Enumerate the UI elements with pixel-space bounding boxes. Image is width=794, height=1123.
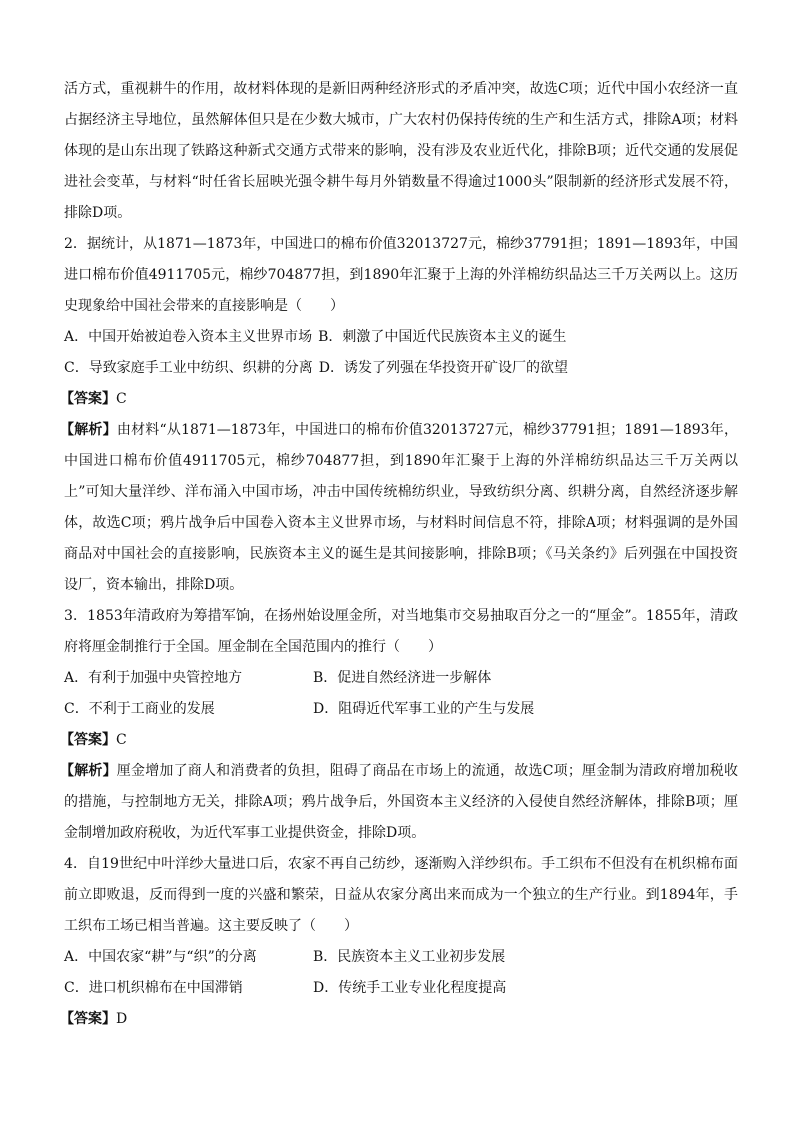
analysis-label: 【解析】 bbox=[60, 763, 117, 779]
analysis-text: 厘金增加了商人和消费者的负担，阻碍了商品在市场上的流通，故选C项；厘金制为清政府增加税收的措施，与控制地方无关，排除A项；鸦片战争后，外国资本主义经济的入侵使自然经济解体，排除B项；厘金制增加政府税收，为近代军事工业提供资金，排除D项。 bbox=[64, 763, 738, 841]
options-row bbox=[64, 353, 738, 384]
option-b: B．民族资本主义工业初步发展 bbox=[313, 949, 506, 965]
answer-label: 【答案】 bbox=[60, 391, 116, 407]
option-d: D．传统手工业专业化程度提高 bbox=[313, 980, 507, 996]
analysis-label: 【解析】 bbox=[60, 422, 117, 438]
options-row bbox=[64, 973, 738, 1004]
answer-line bbox=[60, 384, 738, 415]
answer-line bbox=[60, 725, 738, 756]
answer-value: C bbox=[116, 732, 127, 748]
option-d: D．诱发了列强在华投资开矿设厂的欲望 bbox=[318, 360, 568, 376]
option-d: D．阻碍近代军事工业的产生与发展 bbox=[313, 701, 535, 717]
intro-analysis-text: 活方式，重视耕牛的作用，故材料体现的是新旧两种经济形式的矛盾冲突，故选C项；近代中国小农经济一直占据经济主导地位，虽然解体但只是在少数大城市，广大农村仍保持传统的生产和生活方式，排除A项；材料体现的是山东出现了铁路这种新式交通方式带来的影响，没有涉及农业近代化，排除B项；近代交通的发展促进社会变革，与材料“时任省长屈映光强令耕牛每月外销数量不得逾过1000头”限制新的经济形式发展不符，排除D项。 bbox=[64, 81, 738, 221]
answer-value: D bbox=[116, 1011, 128, 1027]
option-a: A．有利于加强中央管控地方 bbox=[64, 670, 243, 686]
options-row bbox=[64, 322, 738, 353]
option-a: A．中国农家“耕”与“织”的分离 bbox=[64, 949, 257, 965]
analysis-text: 由材料“从1871—1873年，中国进口的棉布价值32013727元，棉纱37791担；1891—1893年，中国进口棉布价值4911705元，棉纱704877担，到1890年汇聚于上海的外洋棉纺织品达三千万关两以上”可知大量洋纱、洋布涌入中国市场，冲击中国传统棉纺织业，导致纺织分离、织耕分离，自然经济逐步解体，故选C项；鸦片战争后中国卷入资本主义世界市场，与材料时间信息不符，排除A项；材料强调的是外国商品对中国社会的直接影响，民族资本主义的诞生是其间接影响，排除B项；《马关条约》后列强在中国投资设厂，资本输出，排除D项。 bbox=[64, 422, 739, 593]
answer-label: 【答案】 bbox=[60, 732, 116, 748]
options-row bbox=[64, 694, 738, 725]
question-stem: 3．1853年清政府为筹措军饷，在扬州始设厘金所，对当地集市交易抽取百分之一的“厘金”。1855年，清政府将厘金制推行于全国。厘金制在全国范围内的推行（ ） bbox=[64, 608, 738, 655]
answer-label: 【答案】 bbox=[60, 1011, 116, 1027]
analysis-paragraph bbox=[60, 415, 739, 601]
option-a: A．中国开始被迫卷入资本主义世界市场 bbox=[64, 329, 313, 345]
answer-line bbox=[60, 1004, 738, 1035]
option-c: C．不利于工商业的发展 bbox=[64, 701, 215, 717]
question-3 bbox=[60, 601, 738, 849]
question-4 bbox=[60, 849, 738, 1035]
option-b: B．刺激了中国近代民族资本主义的诞生 bbox=[318, 329, 567, 345]
analysis-paragraph bbox=[60, 756, 738, 849]
option-c: C．导致家庭手工业中纺织、织耕的分离 bbox=[64, 360, 313, 376]
question-stem: 4．自19世纪中叶洋纱大量进口后，农家不再自己纺纱，逐渐购入洋纱织布。手工织布不但没有在机织棉布面前立即败退，反而得到一度的兴盛和繁荣，日益从农家分离出来而成为一个独立的生产行业。到1894年，手工织布工场已相当普遍。这主要反映了（ ） bbox=[64, 856, 738, 934]
document-page bbox=[60, 74, 739, 1035]
answer-value: C bbox=[116, 391, 127, 407]
option-c: C．进口机织棉布在中国滞销 bbox=[64, 980, 243, 996]
question-2 bbox=[60, 229, 739, 601]
options-row bbox=[64, 942, 738, 973]
option-b: B．促进自然经济进一步解体 bbox=[313, 670, 492, 686]
question-stem: 2．据统计，从1871—1873年，中国进口的棉布价值32013727元，棉纱37791担；1891—1893年，中国进口棉布价值4911705元，棉纱704877担，到1890年汇聚于上海的外洋棉纺织品达三千万关两以上。这历史现象给中国社会带来的直接影响是（ ） bbox=[64, 236, 738, 314]
options-row bbox=[64, 663, 738, 694]
